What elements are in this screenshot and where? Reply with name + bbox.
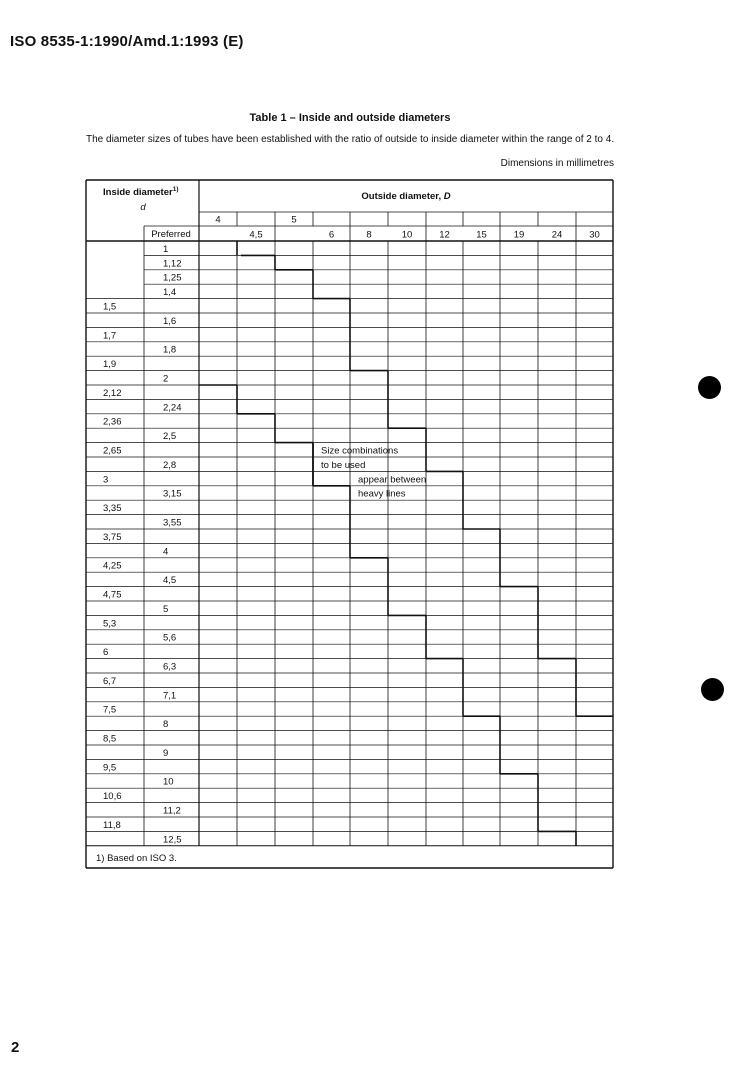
outside-diameter-heading: Outside diameter, D <box>361 191 451 202</box>
preferred-inside-diameter: 12,5 <box>163 834 182 846</box>
outside-diameter-value: 24 <box>551 229 563 241</box>
preferred-inside-diameter: 5,6 <box>163 632 177 644</box>
inside-diameter-value: 1,9 <box>103 359 117 371</box>
inside-diameter-value: 1,5 <box>103 301 117 313</box>
page-number: 2 <box>11 1039 20 1056</box>
preferred-inside-diameter: 1,12 <box>163 258 182 270</box>
punch-hole-mark <box>701 678 724 701</box>
inside-diameter-value: 3,75 <box>103 531 122 543</box>
preferred-inside-diameter: 4 <box>163 546 169 558</box>
inside-diameter-heading: Inside diameter$^{1)}$ <box>103 186 179 198</box>
table-title: Table 1 – Inside and outside diameters <box>249 112 451 124</box>
outside-diameter-symbol: D <box>443 191 451 202</box>
inside-diameter-value: 11,8 <box>103 819 121 831</box>
inside-diameter-value: 2,36 <box>103 416 122 428</box>
inside-diameter-value: 10,6 <box>103 791 122 803</box>
preferred-column-label: Preferred <box>151 229 191 240</box>
inside-diameter-value: 8,5 <box>103 733 117 745</box>
outside-diameter-value: 4,5 <box>249 229 263 241</box>
annotation-text: to be used <box>321 459 366 471</box>
outside-diameter-value: 4 <box>215 214 221 226</box>
annotation-text: heavy lines <box>358 488 406 500</box>
outside-diameter-value: 6 <box>328 229 335 241</box>
preferred-inside-diameter: 10 <box>163 776 174 788</box>
inside-diameter-value: 5,3 <box>103 618 117 630</box>
preferred-inside-diameter: 1,25 <box>163 272 182 284</box>
inside-diameter-value: 3,35 <box>103 503 122 515</box>
preferred-inside-diameter: 11,2 <box>163 805 181 817</box>
outside-diameter-value: 5 <box>291 214 297 226</box>
preferred-inside-diameter: 6,3 <box>163 661 177 673</box>
punch-hole-mark <box>698 376 721 399</box>
preferred-inside-diameter: 3,15 <box>163 488 182 500</box>
inside-diameter-value: 1,7 <box>103 330 117 342</box>
inside-diameter-symbol: d <box>140 202 146 213</box>
preferred-inside-diameter: 1,8 <box>163 344 177 356</box>
table-intro: The diameter sizes of tubes have been established with the ratio of outside to inside diameter within the range of 2 to 4. <box>86 134 615 145</box>
table-footnote: 1) Based on ISO 3. <box>96 852 177 864</box>
inside-diameter-value: 6,7 <box>103 675 117 687</box>
preferred-inside-diameter: 2,24 <box>163 402 182 414</box>
standard-code: ISO 8535-1:1990/Amd.1:1993 (E) <box>10 33 244 50</box>
inside-diameter-value: 2,12 <box>103 387 122 399</box>
inside-diameter-value: 6 <box>103 647 109 659</box>
inside-diameter-value: 7,5 <box>103 704 117 716</box>
preferred-inside-diameter: 2,5 <box>163 431 177 443</box>
outside-diameter-value: 30 <box>589 229 600 241</box>
outside-diameter-value: 19 <box>513 229 525 241</box>
preferred-inside-diameter: 2,8 <box>163 459 177 471</box>
preferred-inside-diameter: 8 <box>163 719 169 731</box>
outside-diameter-value: 12 <box>439 229 450 241</box>
annotation-text: appear between <box>358 474 427 486</box>
preferred-inside-diameter: 3,55 <box>163 517 182 529</box>
preferred-inside-diameter: 9 <box>163 747 169 759</box>
footnote-reference: 1) <box>172 186 179 193</box>
inside-diameter-value: 9,5 <box>103 762 117 774</box>
dimensions-note: Dimensions in millimetres <box>500 158 614 169</box>
preferred-inside-diameter: 5 <box>163 603 169 615</box>
preferred-inside-diameter: 2 <box>163 373 169 385</box>
outside-diameter-value: 10 <box>401 229 413 241</box>
preferred-inside-diameter: 1,6 <box>163 315 177 327</box>
outside-diameter-value: 15 <box>476 229 487 241</box>
inside-diameter-value: 3 <box>103 474 109 486</box>
inside-diameter-value: 4,75 <box>103 589 122 601</box>
preferred-inside-diameter: 4,5 <box>163 575 177 587</box>
annotation-text: Size combinations <box>321 445 399 457</box>
outside-diameter-value: 8 <box>366 229 372 241</box>
preferred-inside-diameter: 1 <box>163 243 169 255</box>
preferred-inside-diameter: 7,1 <box>163 690 177 702</box>
inside-diameter-value: 4,25 <box>103 560 122 572</box>
inside-diameter-value: 2,65 <box>103 445 122 457</box>
preferred-inside-diameter: 1,4 <box>163 287 177 299</box>
